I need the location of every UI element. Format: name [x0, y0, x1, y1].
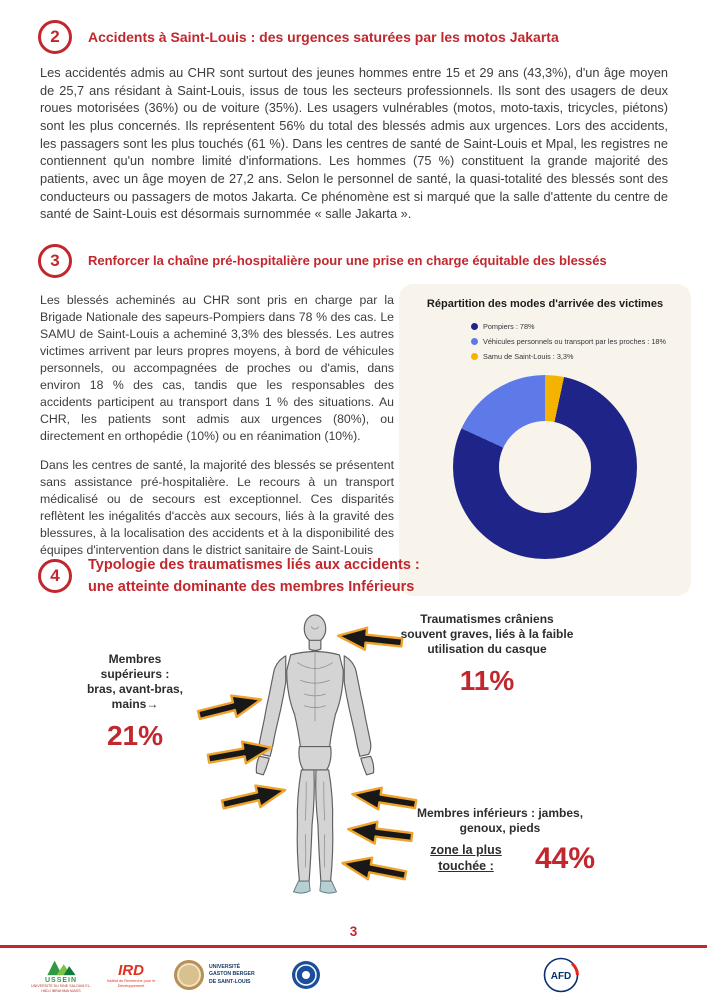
ird-logo: [102, 962, 160, 988]
legend-dot-pompiers: [471, 323, 478, 330]
page-number: 3: [349, 924, 358, 939]
section4-number-badge: 4: [38, 559, 72, 593]
section3-paragraph-1: Les blessés acheminés au CHR sont pris en charge par la Brigade Nationale des sapeurs-Pompiers dans 78 % des cas. Le SAMU de Saint-Louis a acheminé 3,3% des blessés. Les autres victimes arrivent par leurs propres moyens, à bord de véhicules personnels, ou accompagnées de proches ou d'amis, dans environ 18 % des cas, tandis que les responsables des accidents participent au transport dans 1 % des situations. Au CHR, les patients sont admis aux urgences (80%), ou directement en orthopédie (10%) ou en réanimation (10%).: [40, 293, 394, 443]
ussein-logo: [28, 957, 94, 993]
ird-name: IRD: [118, 961, 144, 979]
lower-limbs-sublabel: zone la plus touchée :: [430, 843, 502, 873]
donut-chart: [453, 375, 637, 559]
trauma-body-diagram: [0, 608, 707, 924]
section2-header: [38, 20, 670, 54]
ussein-mountains-icon: [44, 957, 78, 977]
legend-item-pompiers: [471, 322, 681, 331]
head-trauma-label: Traumatismes crâniens souvent graves, liés à la faible utilisation du casque: [400, 612, 574, 656]
ussein-name: USSEIN: [44, 977, 78, 985]
afd-name: AFD: [550, 971, 572, 982]
section2-body: Les accidentés admis au CHR sont surtout des jeunes hommes entre 15 et 29 ans (43,3%), d'un âge moyen de 25,7 ans résidant à Saint-Louis, issus de tous les secteurs professionnels. Ils sont des usagers de deux roues motorisées (36%) ou de voiture (35%). Les usagers vulnérables (motos, moto-taxis, tricycles, piétons) sont les plus concernés. Ils représentent 56% du total des blessés admis aux urgences. Lors des accidents, les passagers sont les plus touchés (61 %). Dans les centres de santé de Saint-Louis et Mpal, les registres ne contiennent qu'un nombre limité d'informations. Les hommes (75 %) constituent la grande majorité des patients, avec un âge moyen de 27,2 ans. Selon le personnel de santé, la quasi-totalité des blessés sont des conducteurs ou passagers de motos Jakarta. Ce phénomène est si marqué que la salle d'attente du centre de santé de Saint-Louis est désormais surnommée « salle Jakarta ».: [40, 65, 668, 222]
afd-logo: [543, 957, 579, 993]
chart-title: Répartition des modes d'arrivée des victimes: [426, 298, 664, 310]
emblem-icon: [291, 960, 321, 990]
legend-dot-samu: [471, 353, 478, 360]
lower-limbs-label-block: [405, 806, 595, 878]
footer-logos: [0, 950, 707, 1000]
donut-hole: [499, 421, 591, 513]
legend-label: Samu de Saint-Louis : 3,3%: [483, 352, 574, 361]
ugb-line1: UNIVERSITÉ: [209, 964, 241, 971]
lower-limbs-percent: 44%: [534, 842, 595, 875]
section3-header: [38, 244, 686, 278]
ugb-logo: [174, 960, 255, 990]
chart-legend: [471, 322, 681, 361]
ugb-line2: GASTON BERGER: [209, 971, 255, 978]
section3-paragraph-2: Dans les centres de santé, la majorité des blessés se présentent sans assistance pré-hospitalière. Le recours à un transport médicalisé ou de secours est exceptionnel. Ces disparités reflètent les inégalités d'accès aux secours, liés à la gravité des blessures, à la localisation des accidents et à la disponibilité des équipes d'intervention dans le district sanitaire de Saint-Louis: [40, 457, 394, 557]
ugb-line3: DE SAINT-LOUIS: [209, 978, 251, 985]
upper-limbs-label-block: [85, 652, 185, 753]
ussein-caption: UNIVERSITÉ DU SINE SALOUM EL-HÂDJ IBRAHIMA NIASS: [31, 984, 91, 993]
section4-title-line2: une atteinte dominante des membres Inférieurs: [88, 578, 415, 595]
upper-limbs-label: Membres supérieurs : bras, avant-bras, mains→: [86, 652, 184, 711]
section2-number-badge: 2: [38, 20, 72, 54]
legend-item-vehicules: [471, 337, 681, 346]
legend-dot-vehicules: [471, 338, 478, 345]
lower-limbs-label: Membres inférieurs : jambes, genoux, pieds: [416, 806, 584, 835]
upper-limbs-percent: 21%: [106, 720, 164, 751]
afd-icon: [543, 957, 579, 993]
head-trauma-percent: 11%: [459, 665, 515, 696]
section2-title: Accidents à Saint-Louis : des urgences saturées par les motos Jakarta: [88, 28, 559, 45]
section4-title-line1: Typologie des traumatismes liés aux accidents :: [88, 557, 420, 573]
legend-item-samu: [471, 352, 681, 361]
ird-caption: Institut de Recherche pour le Développement: [106, 978, 156, 988]
section4-header: [38, 556, 598, 597]
ugb-seal-icon: [174, 960, 204, 990]
section3-number-badge: 3: [38, 244, 72, 278]
legend-label: Véhicules personnels ou transport par les proches : 18%: [483, 337, 666, 346]
section3-title: Renforcer la chaîne pré-hospitalière pour une prise en charge équitable des blessés: [88, 252, 607, 268]
university-emblem-logo: [291, 960, 321, 990]
legend-label: Pompiers : 78%: [483, 322, 535, 331]
arrival-modes-chart-card: [399, 284, 691, 596]
section3-text-column: [40, 292, 394, 559]
footer-divider: [0, 945, 707, 948]
head-trauma-label-block: [398, 612, 576, 698]
